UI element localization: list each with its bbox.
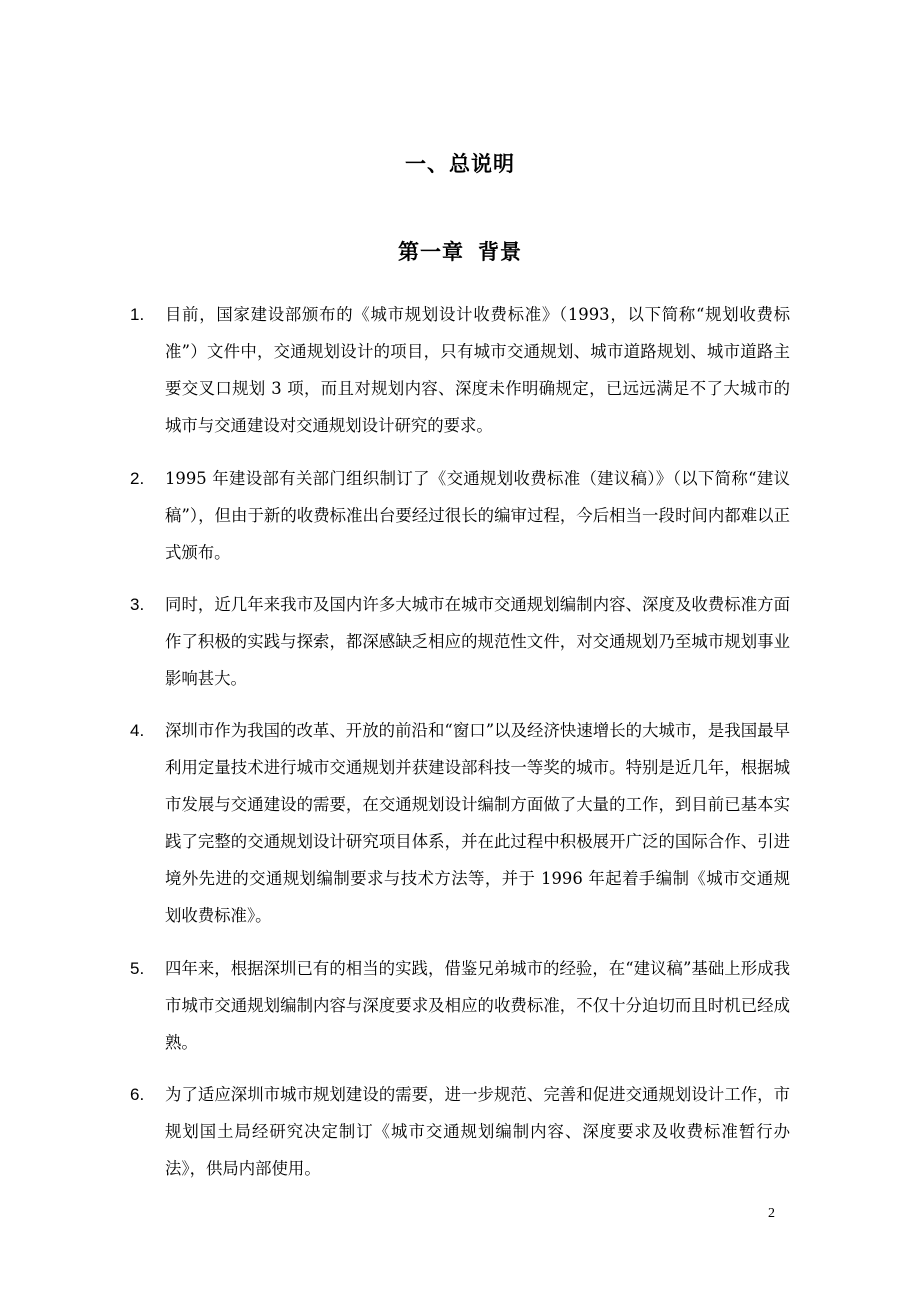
list-item	[130, 586, 790, 697]
list-item-text: 1995 年建设部有关部门组织制订了《交通规划收费标准（建议稿）》（以下简称“建议稿”），但由于新的收费标准出台要经过很长的编审过程，今后相当一段时间内都难以正式颁布。	[165, 469, 790, 562]
list-item	[130, 296, 790, 444]
page-number: 2	[768, 1206, 775, 1221]
list-item-text: 为了适应深圳市城市规划建设的需要，进一步规范、完善和促进交通规划设计工作，市规划国土局经研究决定制订《城市交通规划编制内容、深度要求及收费标准暂行办法》，供局内部使用。	[165, 1085, 790, 1178]
chapter-label: 第一章	[398, 240, 464, 264]
list-item	[130, 712, 790, 934]
list-item	[130, 950, 790, 1061]
list-item-number: 1.	[130, 305, 145, 324]
list-item-text: 深圳市作为我国的改革、开放的前沿和“窗口”以及经济快速增长的大城市，是我国最早利用定量技术进行城市交通规划并获建设部科技一等奖的城市。特别是近几年，根据城市发展与交通建设的需要，在交通规划设计编制方面做了大量的工作，到目前已基本实践了完整的交通规划设计研究项目体系，并在此过程中积极展开广泛的国际合作、引进境外先进的交通规划编制要求与技术方法等，并于 1996 年起着手编制《城市交通规划收费标准》。	[165, 721, 790, 925]
list-item-number: 6.	[130, 1085, 145, 1104]
list-item-text: 目前，国家建设部颁布的《城市规划设计收费标准》（1993，以下简称“规划收费标准”）文件中，交通规划设计的项目，只有城市交通规划、城市道路规划、城市道路主要交叉口规划 3 项，而且对规划内容、深度未作明确规定，已远远满足不了大城市的城市与交通建设对交通规划设计研究的要求。	[165, 305, 790, 435]
list-item-number: 3.	[130, 595, 145, 614]
list-item-text: 四年来，根据深圳已有的相当的实践，借鉴兄弟城市的经验，在“建议稿”基础上形成我市城市交通规划编制内容与深度要求及相应的收费标准，不仅十分迫切而且时机已经成熟。	[165, 959, 790, 1052]
list-item-text: 同时，近几年来我市及国内许多大城市在城市交通规划编制内容、深度及收费标准方面作了积极的实践与探索，都深感缺乏相应的规范性文件，对交通规划乃至城市规划事业影响甚大。	[165, 595, 790, 688]
chapter-heading: 背景	[478, 240, 522, 264]
list-item-number: 5.	[130, 959, 145, 978]
section-title: 一、总说明	[405, 152, 515, 176]
list-item	[130, 460, 790, 571]
list-item	[130, 1076, 790, 1187]
list-item-number: 4.	[130, 721, 145, 740]
list-item-number: 2.	[130, 469, 145, 488]
chapter-title	[0, 236, 920, 266]
